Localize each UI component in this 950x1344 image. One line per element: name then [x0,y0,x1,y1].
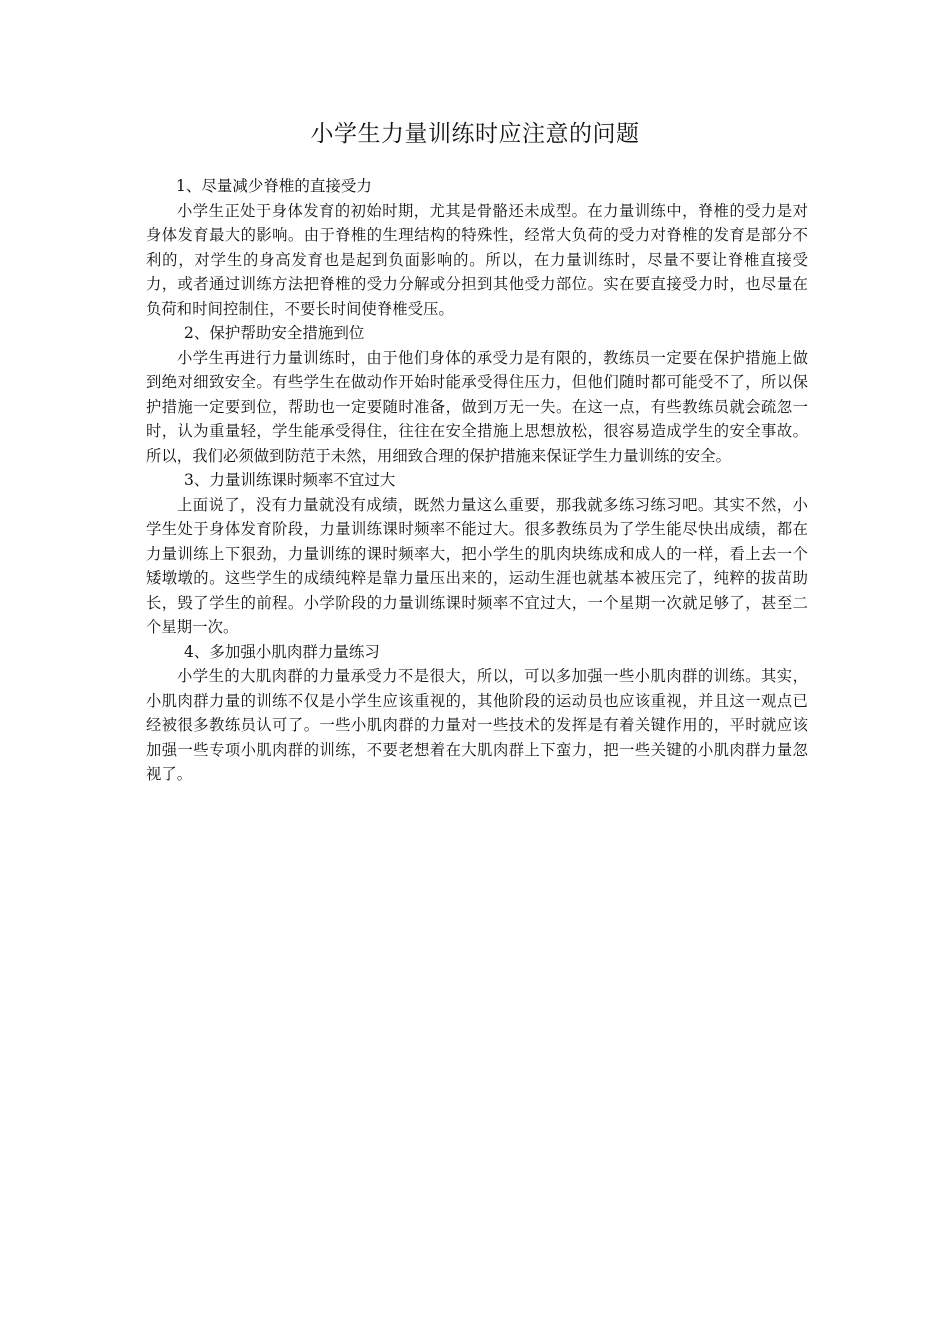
section-heading: 3、力量训练课时频率不宜过大 [184,471,396,489]
section-2 [146,321,808,468]
section-paragraph: 上面说了，没有力量就没有成绩，既然力量这么重要，那我就多练习练习吧。其实不然，小学生处于身体发育阶段，力量训练课时频率不能过大。很多教练员为了学生能尽快出成绩，都在力量训练上下狠劲，力量训练的课时频率大，把小学生的肌肉块练成和成人的一样，看上去一个矮墩墩的。这些学生的成绩纯粹是靠力量压出来的，运动生涯也就基本被压完了，纯粹的拔苗助长，毁了学生的前程。小学阶段的力量训练课时频率不宜过大，一个星期一次就足够了，甚至二个星期一次。 [146,495,808,636]
section-paragraph: 小学生的大肌肉群的力量承受力不是很大，所以，可以多加强一些小肌肉群的训练。其实，小肌肉群力量的训练不仅是小学生应该重视的，其他阶段的运动员也应该重视，并且这一观点已经被很多教练员认可了。一些小肌肉群的力量对一些技术的发挥是有着关键作用的，平时就应该加强一些专项小肌肉群的训练，不要老想着在大肌肉群上下蛮力，把一些关键的小肌肉群力量忽视了。 [146,667,808,783]
section-heading: 1、尽量减少脊椎的直接受力 [176,177,372,195]
section-4 [146,640,808,787]
document-body [146,174,808,787]
section-heading: 2、保护帮助安全措施到位 [184,324,365,342]
section-heading: 4、多加强小肌肉群力量练习 [184,642,380,661]
section-1 [146,174,808,321]
section-3 [146,468,808,640]
section-paragraph: 小学生正处于身体发育的初始时期，尤其是骨骼还未成型。在力量训练中，脊椎的受力是对身体发育最大的影响。由于脊椎的生理结构的特殊性，经常大负荷的受力对脊椎的发育是部分不利的，对学生的身高发育也是起到负面影响的。所以，在力量训练时，尽量不要让脊椎直接受力，或者通过训练方法把脊椎的受力分解或分担到其他受力部位。实在要直接受力时，也尽量在负荷和时间控制住，不要长时间使脊椎受压。 [146,201,808,318]
section-paragraph: 小学生再进行力量训练时，由于他们身体的承受力是有限的，教练员一定要在保护措施上做到绝对细致安全。有些学生在做动作开始时能承受得住压力，但他们随时都可能受不了，所以保护措施一定要到位，帮助也一定要随时准备，做到万无一失。在这一点，有些教练员就会疏忽一时，认为重量轻，学生能承受得住，往往在安全措施上思想放松，很容易造成学生的安全事故。所以，我们必须做到防范于未然，用细致合理的保护措施来保证学生力量训练的安全。 [146,348,808,465]
document-title: 小学生力量训练时应注意的问题 [310,121,640,147]
